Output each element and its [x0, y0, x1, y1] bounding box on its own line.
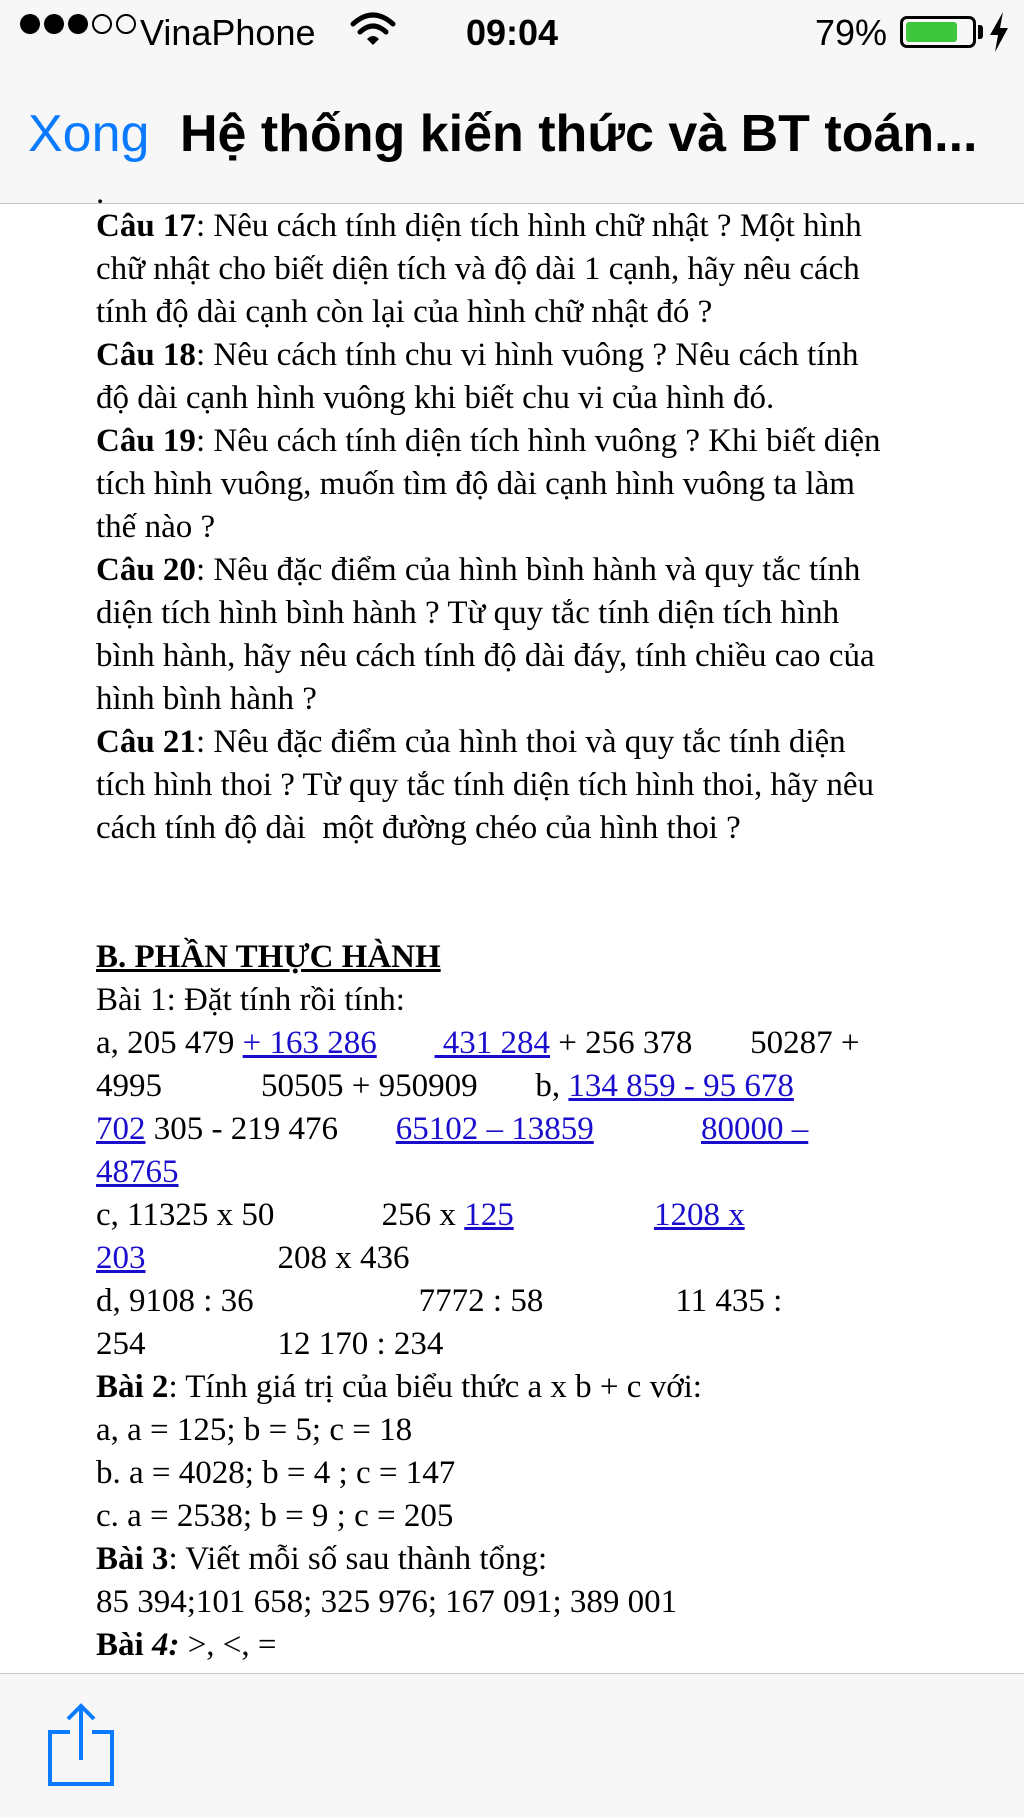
clipped-previous-line: .: [96, 175, 105, 211]
exercise-label: Bài: [96, 1627, 152, 1663]
battery-fill: [906, 22, 957, 42]
text-line: a, a = 125; b = 5; c = 18: [96, 1412, 413, 1448]
text-line: Câu 21: Nêu đặc điểm của hình thoi và quy tắc tính diện: [96, 724, 846, 760]
text-line: tích hình thoi ? Từ quy tắc tính diện tích hình thoi, hãy nêu: [96, 767, 874, 803]
battery-tip: [978, 25, 983, 39]
blank-line: [96, 893, 976, 936]
underlined-text: 80000 –: [701, 1111, 809, 1147]
question-label: Câu 17: [96, 208, 196, 244]
text-line: cách tính độ dài một đường chéo của hình thoi ?: [96, 810, 741, 846]
clock: 09:04: [465, 12, 559, 53]
text-line: độ dài cạnh hình vuông khi biết chu vi của hình đó.: [96, 380, 775, 416]
text-line: Bài 4: >, <, =: [96, 1627, 277, 1663]
text-line: thế nào ?: [96, 509, 216, 545]
question-label: Câu 21: [96, 724, 196, 760]
text-line: 702 305 - 219 476 65102 – 13859 80000 –: [96, 1111, 809, 1147]
text-line: b. a = 4028; b = 4 ; c = 147: [96, 1455, 456, 1491]
underlined-text: 48765: [96, 1154, 179, 1190]
text-line: [96, 1151, 976, 1194]
text-line: 85 394;101 658; 325 976; 167 091; 389 001: [96, 1584, 678, 1620]
question-label: Câu 19: [96, 423, 196, 459]
section-heading: B. PHẦN THỰC HÀNH: [96, 939, 441, 975]
document-page: [96, 205, 976, 1667]
underlined-text: + 163 286: [242, 1025, 377, 1061]
underlined-text: 65102 – 13859: [395, 1111, 594, 1147]
underlined-text: 431 284: [434, 1025, 551, 1061]
text-line: tích hình vuông, muốn tìm độ dài cạnh hình vuông ta làm: [96, 466, 855, 502]
text-line: c, 11325 x 50 256 x 125 1208 x: [96, 1197, 745, 1233]
underlined-text: 203: [96, 1240, 146, 1276]
exercise-label: Bài 3: [96, 1541, 169, 1577]
text-line: Bài 1: Đặt tính rồi tính:: [96, 982, 405, 1018]
text-line: 203 208 x 436: [96, 1240, 410, 1276]
exercise-label: Bài 2: [96, 1369, 169, 1405]
status-bar: [0, 0, 1024, 64]
battery-icon: [900, 16, 976, 48]
document-title: Hệ thống kiến thức và BT toán...: [180, 105, 978, 163]
text-line: a, 205 479 + 163 286 431 284 + 256 378 50287 +: [96, 1025, 860, 1061]
share-icon[interactable]: [46, 1702, 116, 1788]
text-line: Câu 17: Nêu cách tính diện tích hình chữ nhật ? Một hình: [96, 208, 862, 244]
underlined-text: 702: [96, 1111, 146, 1147]
blank-line: [96, 850, 976, 893]
done-button[interactable]: Xong: [28, 105, 150, 163]
question-label: Câu 20: [96, 552, 196, 588]
text-line: diện tích hình bình hành ? Từ quy tắc tính diện tích hình: [96, 595, 840, 631]
document-viewer[interactable]: [0, 175, 1024, 1673]
text-line: c. a = 2538; b = 9 ; c = 205: [96, 1498, 454, 1534]
text-line: chữ nhật cho biết diện tích và độ dài 1 cạnh, hãy nêu cách: [96, 251, 860, 287]
text-line: Bài 2: Tính giá trị của biểu thức a x b + c với:: [96, 1369, 702, 1405]
text-line: hình bình hành ?: [96, 681, 317, 717]
charging-bolt-icon: [986, 12, 1012, 52]
text-line: Bài 3: Viết mỗi số sau thành tổng:: [96, 1541, 548, 1577]
text-line: Câu 19: Nêu cách tính diện tích hình vuông ? Khi biết diện: [96, 423, 881, 459]
bottom-toolbar: [0, 1673, 1024, 1817]
text-line: 4995 50505 + 950909 b, 134 859 - 95 678: [96, 1068, 794, 1104]
carrier-name: VinaPhone: [140, 12, 316, 53]
text-line: 254 12 170 : 234: [96, 1326, 444, 1362]
text-line: tính độ dài cạnh còn lại của hình chữ nhật đó ?: [96, 294, 713, 330]
underlined-text: 1208 x: [653, 1197, 745, 1233]
underlined-text: 134 859 - 95 678: [568, 1068, 794, 1104]
text-line: bình hành, hãy nêu cách tính độ dài đáy, tính chiều cao của: [96, 638, 875, 674]
question-label: Câu 18: [96, 337, 196, 373]
navigation-bar: [0, 64, 1024, 204]
text-line: d, 9108 : 36 7772 : 58 11 435 :: [96, 1283, 783, 1319]
text-line: Câu 18: Nêu cách tính chu vi hình vuông ? Nêu cách tính: [96, 337, 859, 373]
text-line: Câu 20: Nêu đặc điểm của hình bình hành và quy tắc tính: [96, 552, 861, 588]
battery-percent: 79%: [815, 12, 888, 53]
underlined-text: 125: [464, 1197, 514, 1233]
